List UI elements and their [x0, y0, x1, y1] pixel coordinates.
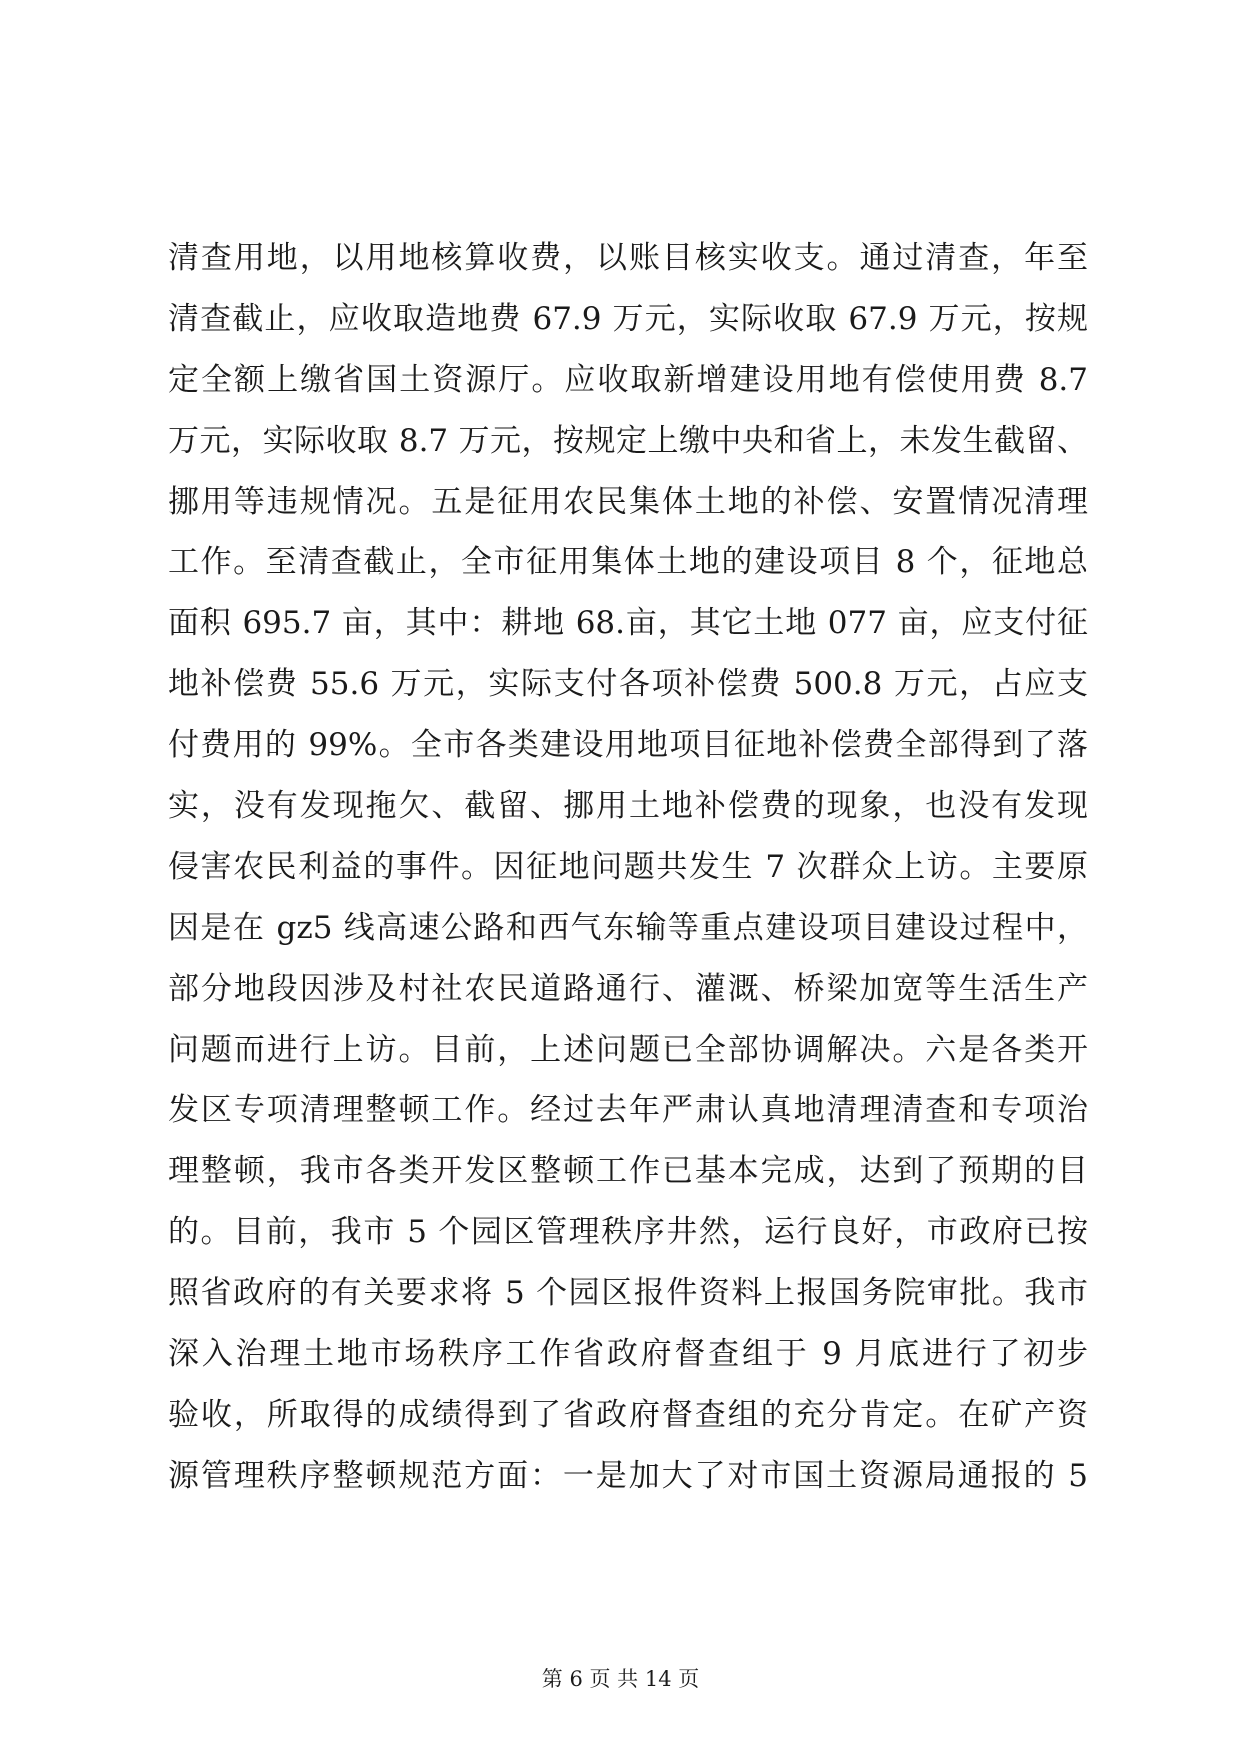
text-line: 因是在 gz5 线高速公路和西气东输等重点建设项目建设过程中，	[168, 909, 1088, 946]
text-line: 万元，实际收取 8.7 万元，按规定上缴中央和省上，未发生截留、	[168, 422, 1088, 459]
text-line: 理整顿，我市各类开发区整顿工作已基本完成，达到了预期的目	[168, 1153, 1088, 1190]
text-line: 工作。至清查截止，全市征用集体土地的建设项目 8 个，征地总	[168, 544, 1088, 581]
text-line: 源管理秩序整顿规范方面：一是加大了对市国土资源局通报的 5	[168, 1457, 1088, 1494]
text-line: 清查截止，应收取造地费 67.9 万元，实际收取 67.9 万元，按规	[168, 300, 1088, 337]
text-line: 地补偿费 55.6 万元，实际支付各项补偿费 500.8 万元，占应支	[168, 666, 1088, 703]
text-line: 的。目前，我市 5 个园区管理秩序井然，运行良好，市政府已按	[168, 1214, 1088, 1251]
page-number-footer: 第 6 页 共 14 页	[541, 1667, 700, 1691]
text-line: 验收，所取得的成绩得到了省政府督查组的充分肯定。在矿产资	[168, 1396, 1088, 1433]
text-line: 发区专项清理整顿工作。经过去年严肃认真地清理清查和专项治	[168, 1092, 1088, 1129]
text-line: 深入治理土地市场秩序工作省政府督查组于 9 月底进行了初步	[168, 1336, 1088, 1373]
text-line: 清查用地，以用地核算收费，以账目核实收支。通过清查，年至	[168, 240, 1088, 276]
text-line: 面积 695.7 亩，其中：耕地 68.亩，其它土地 077 亩，应支付征	[168, 605, 1088, 642]
text-line: 侵害农民利益的事件。因征地问题共发生 7 次群众上访。主要原	[168, 848, 1088, 885]
text-line: 问题而进行上访。目前，上述问题已全部协调解决。六是各类开	[168, 1031, 1088, 1068]
text-line: 部分地段因涉及村社农民道路通行、灌溉、桥梁加宽等生活生产	[168, 970, 1088, 1007]
text-line: 定全额上缴省国土资源厅。应收取新增建设用地有偿使用费 8.7	[168, 361, 1088, 398]
text-line: 付费用的 99%。全市各类建设用地项目征地补偿费全部得到了落	[168, 727, 1088, 764]
document-body	[168, 228, 1088, 1507]
text-line: 挪用等违规情况。五是征用农民集体土地的补偿、安置情况清理	[168, 483, 1088, 520]
text-line: 实，没有发现拖欠、截留、挪用土地补偿费的现象，也没有发现	[168, 788, 1088, 825]
text-line: 照省政府的有关要求将 5 个园区报件资料上报国务院审批。我市	[168, 1275, 1088, 1312]
